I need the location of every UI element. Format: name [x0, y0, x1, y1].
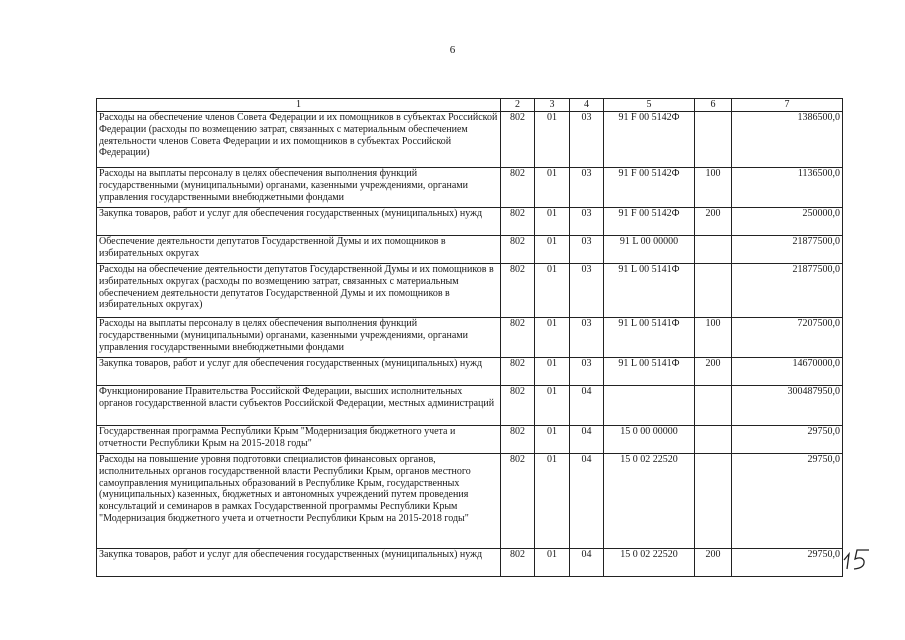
subsection-code: 03 [570, 264, 604, 318]
row-description: Закупка товаров, работ и услуг для обеспечения государственных (муниципальных) нужд [97, 208, 501, 236]
section-code: 01 [535, 358, 570, 386]
table-row [97, 426, 843, 454]
target-article: 91 F 00 5142Ф [604, 208, 695, 236]
row-amount: 21877500,0 [732, 264, 843, 318]
target-article: 91 L 00 00000 [604, 236, 695, 264]
admin-code: 802 [501, 549, 535, 577]
subsection-code: 03 [570, 318, 604, 358]
row-description: Государственная программа Республики Крым "Модернизация бюджетного учета и отчетности Республики Крым на 2015-2018 годы" [97, 426, 501, 454]
section-code: 01 [535, 112, 570, 168]
table-header-row [97, 99, 843, 112]
admin-code: 802 [501, 264, 535, 318]
subsection-code: 03 [570, 358, 604, 386]
subsection-code: 03 [570, 112, 604, 168]
table-row [97, 168, 843, 208]
row-amount: 7207500,0 [732, 318, 843, 358]
expense-type [695, 112, 732, 168]
subsection-code: 04 [570, 386, 604, 426]
expense-type [695, 264, 732, 318]
target-article: 15 0 02 22520 [604, 454, 695, 549]
admin-code: 802 [501, 318, 535, 358]
admin-code: 802 [501, 454, 535, 549]
table-row [97, 549, 843, 577]
expense-type [695, 454, 732, 549]
section-code: 01 [535, 454, 570, 549]
section-code: 01 [535, 386, 570, 426]
row-amount: 300487950,0 [732, 386, 843, 426]
section-code: 01 [535, 549, 570, 577]
header-cell: 4 [570, 99, 604, 112]
row-amount: 1136500,0 [732, 168, 843, 208]
row-description: Функционирование Правительства Российской Федерации, высших исполнительных органов государственной власти субъектов Российской Федерации, местных администраций [97, 386, 501, 426]
expense-type: 200 [695, 549, 732, 577]
admin-code: 802 [501, 386, 535, 426]
expense-type [695, 236, 732, 264]
expense-type: 200 [695, 208, 732, 236]
header-cell: 5 [604, 99, 695, 112]
target-article: 91 F 00 5142Ф [604, 168, 695, 208]
admin-code: 802 [501, 358, 535, 386]
subsection-code: 04 [570, 426, 604, 454]
row-amount: 29750,0 [732, 426, 843, 454]
section-code: 01 [535, 168, 570, 208]
table-row [97, 386, 843, 426]
expense-type [695, 386, 732, 426]
table-row [97, 454, 843, 549]
table-row [97, 236, 843, 264]
row-amount: 1386500,0 [732, 112, 843, 168]
table-row [97, 208, 843, 236]
target-article: 91 L 00 5141Ф [604, 264, 695, 318]
row-amount: 14670000,0 [732, 358, 843, 386]
header-cell: 3 [535, 99, 570, 112]
section-code: 01 [535, 426, 570, 454]
admin-code: 802 [501, 168, 535, 208]
subsection-code: 04 [570, 549, 604, 577]
expense-type: 100 [695, 318, 732, 358]
row-description: Закупка товаров, работ и услуг для обеспечения государственных (муниципальных) нужд [97, 358, 501, 386]
row-description: Расходы на повышение уровня подготовки специалистов финансовых органов, исполнительных органов государственной власти Республики Крым, органов местного самоуправления муниципальных образований в Республике Крым, государственных (муниципальных) казенных, бюджетных и автономных учреждений путем проведения консультаций и семинаров в рамках Государственной программы Республики Крым "Модернизация бюджетного учета и отчетности Республики Крым на 2015-2018 годы" [97, 454, 501, 549]
row-description: Расходы на обеспечение членов Совета Федерации и их помощников в субъектах Российской Федерации (расходы по возмещению затрат, связанных с материальным обеспечением деятельности членов Совета Федерации и их помощников в субъектах Российской Федерации) [97, 112, 501, 168]
row-description: Расходы на выплаты персоналу в целях обеспечения выполнения функций государственными (муниципальными) органами, казенными учреждениями, органами управления государственными внебюджетными фондами [97, 318, 501, 358]
section-code: 01 [535, 208, 570, 236]
section-code: 01 [535, 318, 570, 358]
header-cell: 6 [695, 99, 732, 112]
header-cell: 1 [97, 99, 501, 112]
subsection-code: 04 [570, 454, 604, 549]
page-number: 6 [449, 44, 456, 56]
row-description: Расходы на обеспечение деятельности депутатов Государственной Думы и их помощников в избирательных округах (расходы по возмещению затрат, связанных с материальным обеспечением деятельности депутатов Государственной Думы и их помощников в избирательных округах) [97, 264, 501, 318]
section-code: 01 [535, 236, 570, 264]
table-row [97, 358, 843, 386]
admin-code: 802 [501, 236, 535, 264]
target-article: 91 L 00 5141Ф [604, 358, 695, 386]
row-amount: 29750,0 [732, 454, 843, 549]
handwritten-page-mark [842, 548, 872, 570]
row-amount: 29750,0 [732, 549, 843, 577]
expense-type [695, 426, 732, 454]
row-description: Закупка товаров, работ и услуг для обеспечения государственных (муниципальных) нужд [97, 549, 501, 577]
row-amount: 250000,0 [732, 208, 843, 236]
admin-code: 802 [501, 426, 535, 454]
target-article [604, 386, 695, 426]
expense-type: 100 [695, 168, 732, 208]
budget-table [96, 98, 843, 577]
subsection-code: 03 [570, 168, 604, 208]
table-row [97, 112, 843, 168]
admin-code: 802 [501, 112, 535, 168]
admin-code: 802 [501, 208, 535, 236]
row-description: Обеспечение деятельности депутатов Государственной Думы и их помощников в избирательных округах [97, 236, 501, 264]
table-row [97, 264, 843, 318]
target-article: 91 F 00 5142Ф [604, 112, 695, 168]
table-row [97, 318, 843, 358]
header-cell: 2 [501, 99, 535, 112]
subsection-code: 03 [570, 208, 604, 236]
expense-type: 200 [695, 358, 732, 386]
header-cell: 7 [732, 99, 843, 112]
section-code: 01 [535, 264, 570, 318]
row-amount: 21877500,0 [732, 236, 843, 264]
target-article: 15 0 02 22520 [604, 549, 695, 577]
target-article: 91 L 00 5141Ф [604, 318, 695, 358]
subsection-code: 03 [570, 236, 604, 264]
target-article: 15 0 00 00000 [604, 426, 695, 454]
row-description: Расходы на выплаты персоналу в целях обеспечения выполнения функций государственными (муниципальными) органами, казенными учреждениями, органами управления государственными внебюджетными фондами [97, 168, 501, 208]
